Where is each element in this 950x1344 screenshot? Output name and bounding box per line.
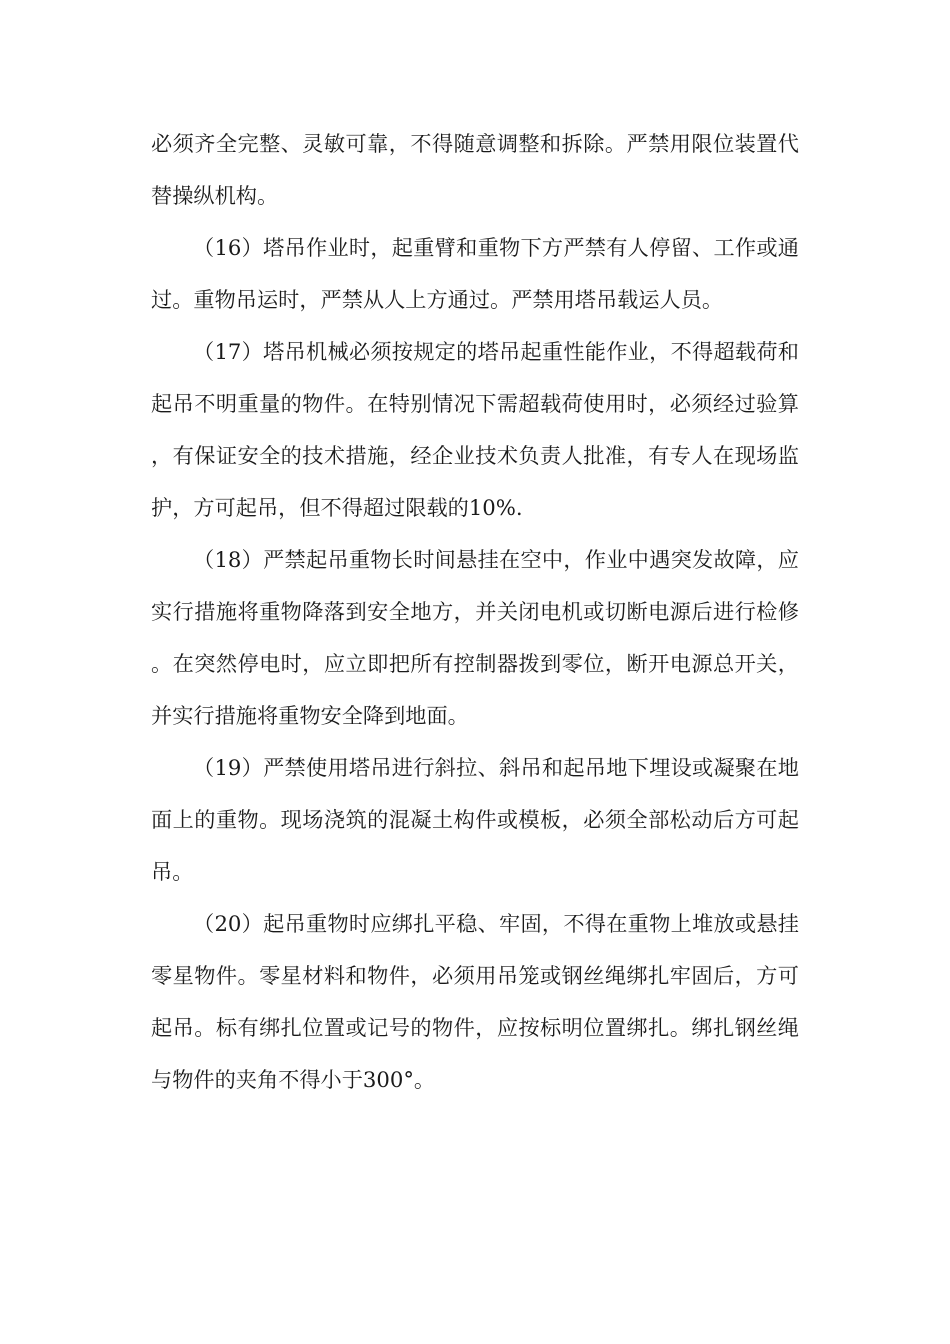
paragraph-item-17: （17）塔吊机械必须按规定的塔吊起重性能作业，不得超载荷和起吊不明重量的物件。在特别情况下需超载荷使用时，必须经过验算，有保证安全的技术措施，经企业技术负责人批准，有专人在现场监护，方可起吊，但不得超过限载的10%.: [151, 339, 799, 520]
paragraph-item-20: （20）起吊重物时应绑扎平稳、牢固，不得在重物上堆放或悬挂零星物件。零星材料和物件，必须用吊笼或钢丝绳绑扎牢固后，方可起吊。标有绑扎位置或记号的物件，应按标明位置绑扎。绑扎钢丝绳与物件的夹角不得小于300°。: [151, 911, 799, 1092]
paragraph-item-18: （18）严禁起吊重物长时间悬挂在空中，作业中遇突发故障，应实行措施将重物降落到安全地方，并关闭电机或切断电源后进行检修。在突然停电时，应立即把所有控制器拨到零位，断开电源总开关，并实行措施将重物安全降到地面。: [151, 547, 799, 728]
paragraph-continued: 必须齐全完整、灵敏可靠，不得随意调整和拆除。严禁用限位装置代替操纵机构。: [151, 131, 799, 208]
paragraph-item-16: （16）塔吊作业时，起重臂和重物下方严禁有人停留、工作或通过。重物吊运时，严禁从人上方通过。严禁用塔吊载运人员。: [151, 235, 799, 312]
paragraph-item-19: （19）严禁使用塔吊进行斜拉、斜吊和起吊地下埋设或凝聚在地面上的重物。现场浇筑的混凝土构件或模板，必须全部松动后方可起吊。: [151, 755, 799, 884]
document-body: [151, 118, 799, 1106]
